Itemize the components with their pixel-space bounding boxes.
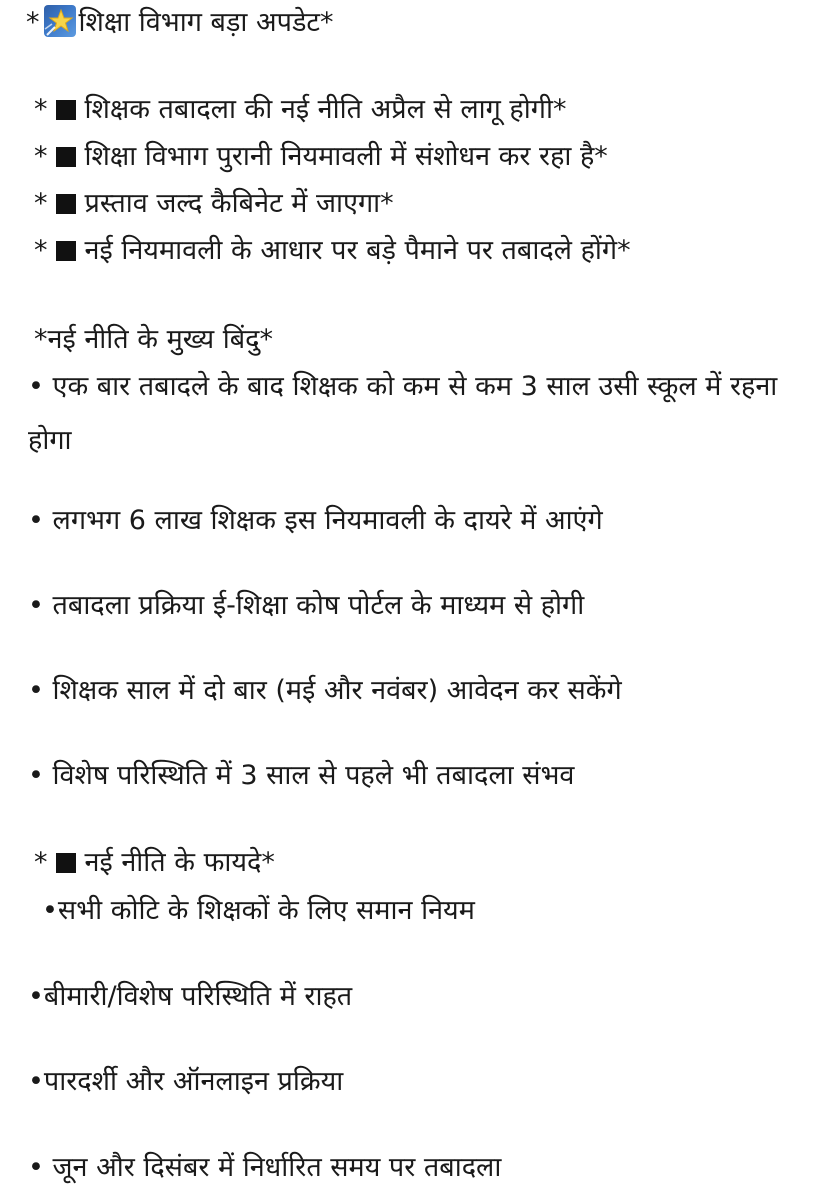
update-text: प्रस्ताव जल्द कैबिनेट में जाएगा* bbox=[84, 188, 394, 219]
update-text: शिक्षा विभाग पुरानी नियमावली में संशोधन कर रहा है* bbox=[84, 141, 608, 172]
benefit-item: •पारदर्शी और ऑनलाइन प्रक्रिया bbox=[28, 1066, 344, 1097]
benefits-heading-line bbox=[34, 845, 275, 881]
key-point-item: • शिक्षक साल में दो बार (मई और नवंबर) आवेदन कर सकेंगे bbox=[28, 675, 622, 706]
update-prefix: * bbox=[34, 94, 48, 125]
key-point-item: • विशेष परिस्थिति में 3 साल से पहले भी तबादला संभव bbox=[28, 760, 575, 791]
benefit-item: •सभी कोटि के शिक्षकों के लिए समान नियम bbox=[42, 895, 475, 926]
key-point-item: • लगभग 6 लाख शिक्षक इस नियमावली के दायरे में आएंगे bbox=[28, 505, 603, 536]
black-square-icon bbox=[56, 853, 76, 873]
glowing-star-icon bbox=[44, 5, 76, 37]
update-item bbox=[34, 186, 394, 222]
black-square-icon bbox=[56, 100, 76, 120]
update-prefix: * bbox=[34, 188, 48, 219]
update-prefix: * bbox=[34, 141, 48, 172]
update-prefix: * bbox=[34, 235, 48, 266]
update-item bbox=[34, 139, 608, 175]
benefit-item: • जून और दिसंबर में निर्धारित समय पर तबादला bbox=[28, 1152, 502, 1183]
key-point-item: • एक बार तबादले के बाद शिक्षक को कम से कम 3 साल उसी स्कूल में रहना होगा bbox=[28, 371, 778, 456]
header-prefix: * bbox=[26, 7, 40, 38]
benefits-heading: नई नीति के फायदे* bbox=[84, 847, 275, 878]
black-square-icon bbox=[56, 147, 76, 167]
benefits-prefix: * bbox=[34, 847, 48, 878]
update-text: नई नियमावली के आधार पर बड़े पैमाने पर तबादले होंगे* bbox=[84, 235, 631, 266]
update-item bbox=[34, 233, 631, 269]
black-square-icon bbox=[56, 241, 76, 261]
update-text: शिक्षक तबादला की नई नीति अप्रैल से लागू होगी* bbox=[84, 94, 567, 125]
update-item bbox=[34, 92, 566, 128]
header-line bbox=[26, 5, 334, 41]
key-point-item: • तबादला प्रक्रिया ई-शिक्षा कोष पोर्टल के माध्यम से होगी bbox=[28, 590, 585, 621]
black-square-icon bbox=[56, 194, 76, 214]
key-points-heading: *नई नीति के मुख्य बिंदु* bbox=[34, 324, 274, 355]
benefit-item: •बीमारी/विशेष परिस्थिति में राहत bbox=[28, 981, 353, 1012]
header-title: शिक्षा विभाग बड़ा अपडेट* bbox=[78, 7, 334, 38]
